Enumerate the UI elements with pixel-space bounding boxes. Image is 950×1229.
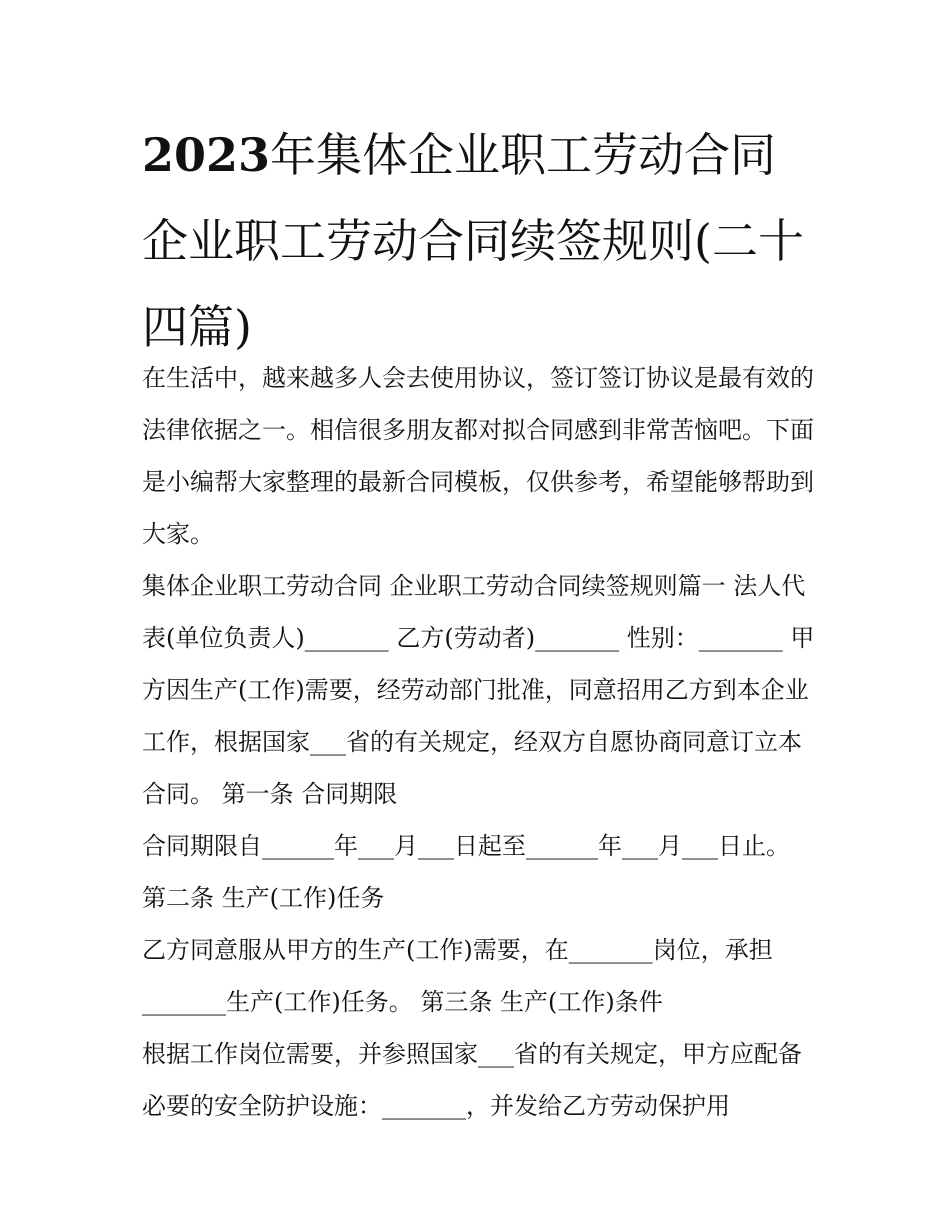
contract-header-paragraph: 集体企业职工劳动合同 企业职工劳动合同续签规则篇一 法人代表(单位负责人)_______ 乙方(劳动者)_______ 性别：_______ 甲方因生产(工作)需要，经劳动部门批准，同意招用乙方到本企业工作，根据国家___省的有关规定，经双方自愿协商同意订立本合同。 第一条 合同期限 bbox=[142, 572, 815, 808]
title-year: 2023 bbox=[142, 128, 271, 182]
article-two-heading: 第二条 生产(工作)任务 bbox=[142, 884, 385, 912]
document-body bbox=[142, 352, 822, 1132]
work-task-paragraph: 乙方同意服从甲方的生产(工作)需要，在_______岗位，承担_______生产(工作)任务。 第三条 生产(工作)条件 bbox=[142, 936, 773, 1016]
work-conditions-paragraph: 根据工作岗位需要，并参照国家___省的有关规定，甲方应配备必要的安全防护设施：_______，并发给乙方劳动保护用 bbox=[142, 1040, 802, 1120]
document-title bbox=[142, 112, 822, 370]
contract-term-paragraph: 合同期限自______年___月___日起至______年___月___日止。 bbox=[142, 832, 790, 860]
title-text: 年集体企业职工劳动合同企业职工劳动合同续签规则(二十四篇) bbox=[142, 128, 804, 354]
intro-paragraph: 在生活中，越来越多人会去使用协议，签订签订协议是最有效的法律依据之一。相信很多朋友都对拟合同感到非常苦恼吧。下面是小编帮大家整理的最新合同模板，仅供参考，希望能够帮助到大家。 bbox=[142, 364, 814, 548]
